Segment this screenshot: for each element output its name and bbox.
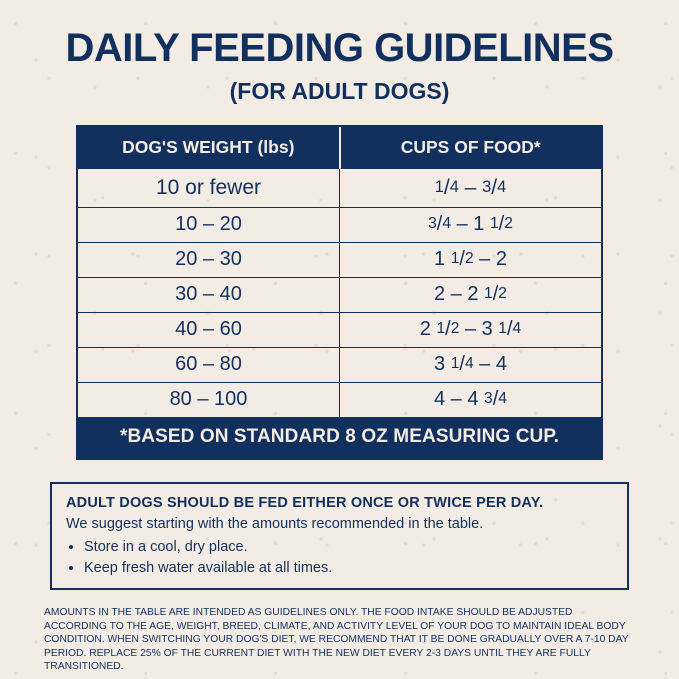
cell-cups: 3 1/4 – 4 — [340, 348, 602, 383]
cell-weight: 80 – 100 — [78, 383, 340, 418]
table-header-row — [78, 127, 601, 169]
column-header-weight: DOG'S WEIGHT (lbs) — [78, 127, 340, 169]
fineprint-text: AMOUNTS IN THE TABLE ARE INTENDED AS GUIDELINES ONLY. THE FOOD INTAKE SHOULD BE ADJUSTED ACCORDING TO THE AGE, WEIGHT, BREED, CLIMATE, AND ACTIVITY LEVEL OF YOUR DOG TO MAINTAIN IDEAL BODY CONDITION. WHEN SWITCHING YOUR DOG'S DIET, WE RECOMMEND THAT IT BE DONE GRADUALLY OVER A 7-10 DAY PERIOD. REPLACE 25% OF THE CURRENT DIET WITH THE NEW DIET EVERY 2-3 DAYS UNTIL THEY ARE FULLY TRANSITIONED. — [44, 607, 629, 673]
notes-subheading: We suggest starting with the amounts recommended in the table. — [66, 516, 484, 532]
cell-weight: 20 – 30 — [78, 243, 340, 278]
table-row — [78, 169, 601, 208]
list-item: • Store in a cool, dry place. — [84, 539, 613, 555]
cell-weight: 10 or fewer — [78, 169, 340, 208]
cell-weight: 10 – 20 — [78, 208, 340, 243]
table-footnote: *BASED ON STANDARD 8 OZ MEASURING CUP. — [78, 417, 601, 458]
table-row — [78, 383, 601, 418]
feeding-table — [78, 127, 601, 417]
cell-weight: 60 – 80 — [78, 348, 340, 383]
cell-cups: 2 – 2 1/2 — [340, 278, 602, 313]
column-header-cups: CUPS OF FOOD* — [340, 127, 602, 169]
table-row — [78, 313, 601, 348]
feeding-table-container — [76, 125, 603, 460]
cell-cups: 3/4 – 1 1/2 — [340, 208, 602, 243]
list-item: • Keep fresh water available at all times. — [84, 560, 613, 576]
notes-heading: ADULT DOGS SHOULD BE FED EITHER ONCE OR TWICE PER DAY. — [66, 495, 544, 511]
table-row — [78, 243, 601, 278]
page-title: DAILY FEEDING GUIDELINES — [65, 26, 614, 70]
cell-weight: 40 – 60 — [78, 313, 340, 348]
notes-box — [50, 482, 629, 590]
table-row — [78, 348, 601, 383]
table-row — [78, 208, 601, 243]
table-row — [78, 278, 601, 313]
page-subtitle: (FOR ADULT DOGS) — [229, 78, 450, 104]
cell-weight: 30 – 40 — [78, 278, 340, 313]
cell-cups: 1/4 – 3/4 — [340, 169, 602, 208]
cell-cups: 1 1/2 – 2 — [340, 243, 602, 278]
cell-cups: 2 1/2 – 3 1/4 — [340, 313, 602, 348]
cell-cups: 4 – 4 3/4 — [434, 388, 507, 410]
notes-list — [66, 539, 613, 576]
